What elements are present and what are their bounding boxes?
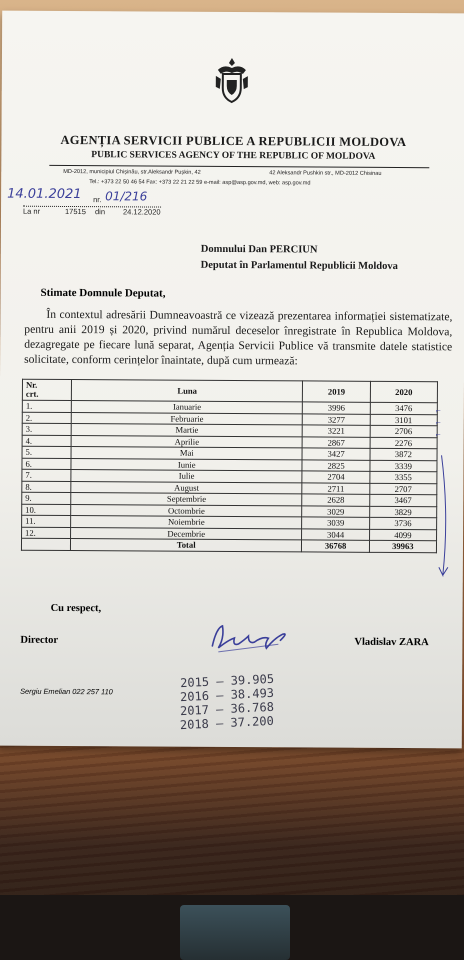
row-value-2020: 3872 <box>370 448 437 460</box>
row-number: 6. <box>22 458 71 470</box>
row-number: 9. <box>22 492 71 504</box>
handwritten-note-2015: 2015 – 39.905 <box>179 671 275 691</box>
handwritten-arrow <box>437 453 452 583</box>
row-value-2020: 2276 <box>370 437 437 449</box>
row-month: Octombrie <box>71 504 303 517</box>
row-value-2020: 3339 <box>370 460 437 472</box>
row-value-2020: 4099 <box>369 529 436 541</box>
header-2020: 2020 <box>370 381 437 402</box>
row-month: August <box>71 481 303 494</box>
row-value-2019: 2711 <box>302 482 369 494</box>
la-nr-label: La nr <box>22 206 41 216</box>
row-value-2020: 2707 <box>370 483 437 495</box>
row-month: Iunie <box>71 458 303 471</box>
signatory-role: Director <box>20 634 59 646</box>
nr-label: nr. <box>93 195 102 205</box>
row-value-2019: 3277 <box>303 413 370 425</box>
row-value-2019: 3039 <box>302 517 369 529</box>
row-value-2019: 2704 <box>302 471 369 483</box>
row-value-2020: 3829 <box>369 506 436 518</box>
row-number: 10. <box>22 504 71 516</box>
row-number: 5. <box>22 446 71 458</box>
row-number: 2. <box>22 412 71 424</box>
table-header-row <box>22 379 437 403</box>
header-nr-line1: Nr. <box>25 379 38 390</box>
row-number: 8. <box>22 481 71 493</box>
total-label: Total <box>70 539 302 552</box>
floor-object <box>180 905 290 960</box>
total-2020: 39963 <box>369 540 436 552</box>
letter-greeting: Stimate Domnule Deputat, <box>40 286 166 300</box>
handwritten-tick: ⌐ <box>435 405 441 416</box>
addressee-title: Deputat în Parlamentul Republicii Moldova <box>200 259 398 273</box>
header-2019: 2019 <box>303 381 370 402</box>
letter-body: În contextul adresării Dumneavoastră ce vizează prezentarea informației sistematizate, pentru anii 2019 și 2020, privind numărul deceselor înregistrate în Republica Moldova, dezagregate pe fiecare lună separat, Agenția Servicii Publice vă transmite datele statistice solicitate, conform cerințelor înaintate, după cum urmează: <box>24 307 453 368</box>
total-blank <box>21 538 70 550</box>
row-number: 11. <box>22 515 71 527</box>
row-number: 3. <box>22 423 71 435</box>
header-divider <box>49 165 429 168</box>
handwritten-note-2018: 2018 – 37.200 <box>179 713 275 733</box>
row-value-2019: 3221 <box>303 425 370 437</box>
la-nr-value: 17515 <box>64 206 86 217</box>
row-value-2019: 2825 <box>302 459 369 471</box>
row-value-2019: 2867 <box>303 436 370 448</box>
address-romanian: MD-2012, municipiul Chișinău, str.Aleksandr Pușkin, 42 <box>63 168 201 176</box>
row-number: 1. <box>22 400 71 412</box>
row-month: Noiembrie <box>71 516 303 529</box>
handwritten-signature <box>206 618 296 657</box>
handwritten-note-2017: 2017 – 36.768 <box>179 699 275 719</box>
handwritten-tick: ⌐ <box>435 417 441 428</box>
din-label: din <box>94 207 106 217</box>
address-english: 42 Aleksandr Pushkin str., MD-2012 Chisinau <box>269 170 382 177</box>
table-total-row <box>21 538 436 552</box>
row-month: Septembrie <box>71 493 303 506</box>
handwritten-registration-number: 01/216 <box>105 189 148 204</box>
row-month: Februarie <box>71 412 303 425</box>
row-number: 4. <box>22 435 71 447</box>
row-value-2019: 2628 <box>302 494 369 506</box>
agency-name-english: PUBLIC SERVICES AGENCY OF THE REPUBLIC OF MOLDOVA <box>91 150 376 162</box>
agency-name-romanian: AGENȚIA SERVICII PUBLICE A REPUBLICII MOLDOVA <box>60 132 407 150</box>
signatory-name: Vladislav ZARA <box>354 636 429 649</box>
row-month: Decembrie <box>71 527 303 540</box>
row-value-2019: 3044 <box>302 528 369 540</box>
total-2019: 36768 <box>302 540 369 552</box>
wood-grain <box>0 745 464 905</box>
row-month: Iulie <box>71 470 303 483</box>
handwritten-date: 14.01.2021 <box>7 186 82 203</box>
row-value-2020: 3101 <box>370 414 437 426</box>
addressee-name: Domnului Dan PERCIUN <box>200 243 318 256</box>
header-luna: Luna <box>71 380 303 402</box>
row-value-2019: 3029 <box>302 505 369 517</box>
row-value-2019: 3427 <box>302 448 369 460</box>
row-value-2020: 3467 <box>369 494 436 506</box>
deaths-statistics-table <box>21 379 438 553</box>
din-value: 24.12.2020 <box>122 207 161 217</box>
row-month: Ianuarie <box>71 401 303 414</box>
row-value-2020: 3476 <box>370 402 437 414</box>
row-number: 7. <box>22 469 71 481</box>
letter-paper <box>0 11 464 749</box>
row-month: Mai <box>71 447 303 460</box>
row-value-2020: 2706 <box>370 425 437 437</box>
row-value-2019: 3996 <box>303 402 370 414</box>
moldova-coat-of-arms-icon <box>214 56 250 106</box>
row-month: Aprilie <box>71 435 303 448</box>
row-value-2020: 3736 <box>369 517 436 529</box>
row-month: Martie <box>71 424 303 437</box>
row-value-2020: 3355 <box>370 471 437 483</box>
closing-regards: Cu respect, <box>50 602 102 615</box>
contact-line: Tel.: +373 22 50 46 54 Fax: +373 22 21 22 59 e-mail: asp@asp.gov.md, web: asp.gov.md <box>89 179 311 187</box>
header-nr-line2: crt. <box>25 388 39 399</box>
handwritten-note-2016: 2016 – 38.493 <box>179 685 275 705</box>
executor-contact: Sergiu Emelian 022 257 110 <box>20 686 113 697</box>
row-number: 12. <box>22 527 71 539</box>
header-nr <box>22 379 71 400</box>
handwritten-tick: ⌐ <box>435 429 441 440</box>
